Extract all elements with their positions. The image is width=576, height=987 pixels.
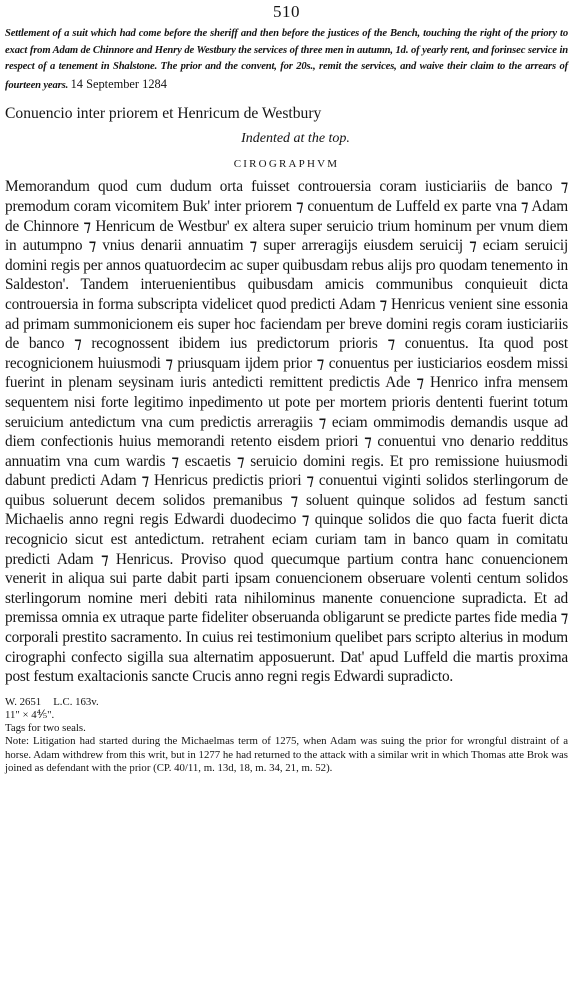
document-heading: Conuencio inter priorem et Henricum de Westbury bbox=[5, 105, 322, 123]
cirograph-label: CIROGRAPHVM bbox=[233, 158, 340, 171]
summary-date: 14 September 1284 bbox=[70, 76, 167, 91]
charter-text: Memorandum quod cum dudum orta fuisset controuersia coram iusticiariis de banco ⁊ premodum coram vicomitem Buk' inter priorem ⁊ conuentum de Luffeld ex parte vna ⁊ Adam de Chinnore ⁊ Henricum de Westbur' ex altera super seruicio trium hominum per vnum diem in autumpno ⁊ vnius denarii annuatim ⁊ super arreragijs eiusdem seruicij ⁊ eciam seruicij domini regis per annos quatuordecim ac super quibusdam rebus alijs pro quodam tenemento in Saldeston'. Tandem interuenientibus quibusdam amicis communibus conquieuit dicta controuersia in forma subscripta videlicet quod predicti Adam ⁊ Henricus venient sine essonia ad primam summonicionem eis super hoc faciendam per breve domini regis coram iusticiariis de banco ⁊ recognossent ibidem ius predictorum prioris ⁊ conuentus. Ita quod post recognicionem huiusmodi ⁊ priusquam ijdem prior ⁊ conuentus per iusticiarios eosdem missi fuerint in plenam seysinam iuris antedicti remittent predictis Ade ⁊ Henrico infra mensem sequentem nisi forte legitimo inpedimento ut pote per mortem prioris dententi fuerint totum seruicium antedictum vna cum predictis arreragiis ⁊ eciam ommimodis demandis usque ad diem confectionis huius memorandi retento eisdem priori ⁊ conuentui vno denario redditus annuatim vna cum wardis ⁊ escaetis ⁊ seruicio domini regis. Et pro remissione huiusmodi dabunt predicti Adam ⁊ Henricus predictis priori ⁊ conuentui viginti solidos sterlingorum de quibus soluerunt decem solidos premanibus ⁊ soluent quinque solidos ad festum sancti Michaelis anno regni regis Edwardi duodecimo ⁊ quinque solidos die quo facta fuerit dicta recognicio sicut est antedictum. retrahent eciam curiam tam in banco quam in comitatu predicti Adam ⁊ Henricus. Proviso quod quecumque partium contra hanc conuencionem venerit in aliqua sui parte dabit parti ipsam conuencionem obseruare volenti centum solidos sterlingorum nomine meri debiti rata nihilominus manente conuencione supradicta. Et ad premissa omnia ex utraque parte fideliter obseruanda obligarunt se predicte partes fide media ⁊ corporali prestito sacramento. In cuius rei testimonium quelibet pars scripto alterius in modum cirographi confecto sigilla sua alternatim apposuerunt. Dat' apud Luffeld die martis proxima post festum exaltacionis sancte Crucis anno regni regis Edwardi supradicto. bbox=[5, 178, 568, 686]
indented-note: Indented at the top. bbox=[241, 131, 350, 147]
footnote: Note: Litigation had started during the Michaelmas term of 1275, when Adam was suing the prior for wrongful distraint of a horse. Adam withdrew from this writ, but in 1277 he had returned to the attack with a similar writ in which Thomas atte Brok was joined as defendant with the prior (CP. 40/11, m. 13d, 18, m. 34, 21, m. 52). bbox=[5, 735, 568, 774]
reference-lc: L.C. 163v. bbox=[53, 695, 99, 708]
reference-w: W. 2651 bbox=[5, 695, 42, 708]
document-metadata bbox=[5, 696, 568, 736]
reference-line bbox=[5, 696, 568, 709]
page-number: 510 bbox=[273, 2, 300, 21]
summary-text: Settlement of a suit which had come before the sheriff and then before the justices of the Bench, touching the right of the priory to exact from Adam de Chinnore and Henry de Westbury the services of three men in autumn, 1d. of yearly rent, and forinsec service in respect of a tenement in Shalstone. The prior and the convent, for 20s., remit the services, and waive their claim to the arrears of fourteen years. bbox=[5, 28, 568, 91]
seal-tags: Tags for two seals. bbox=[5, 722, 86, 735]
document-summary bbox=[5, 26, 568, 94]
dimensions: 11" × 4⅘". bbox=[5, 709, 55, 722]
